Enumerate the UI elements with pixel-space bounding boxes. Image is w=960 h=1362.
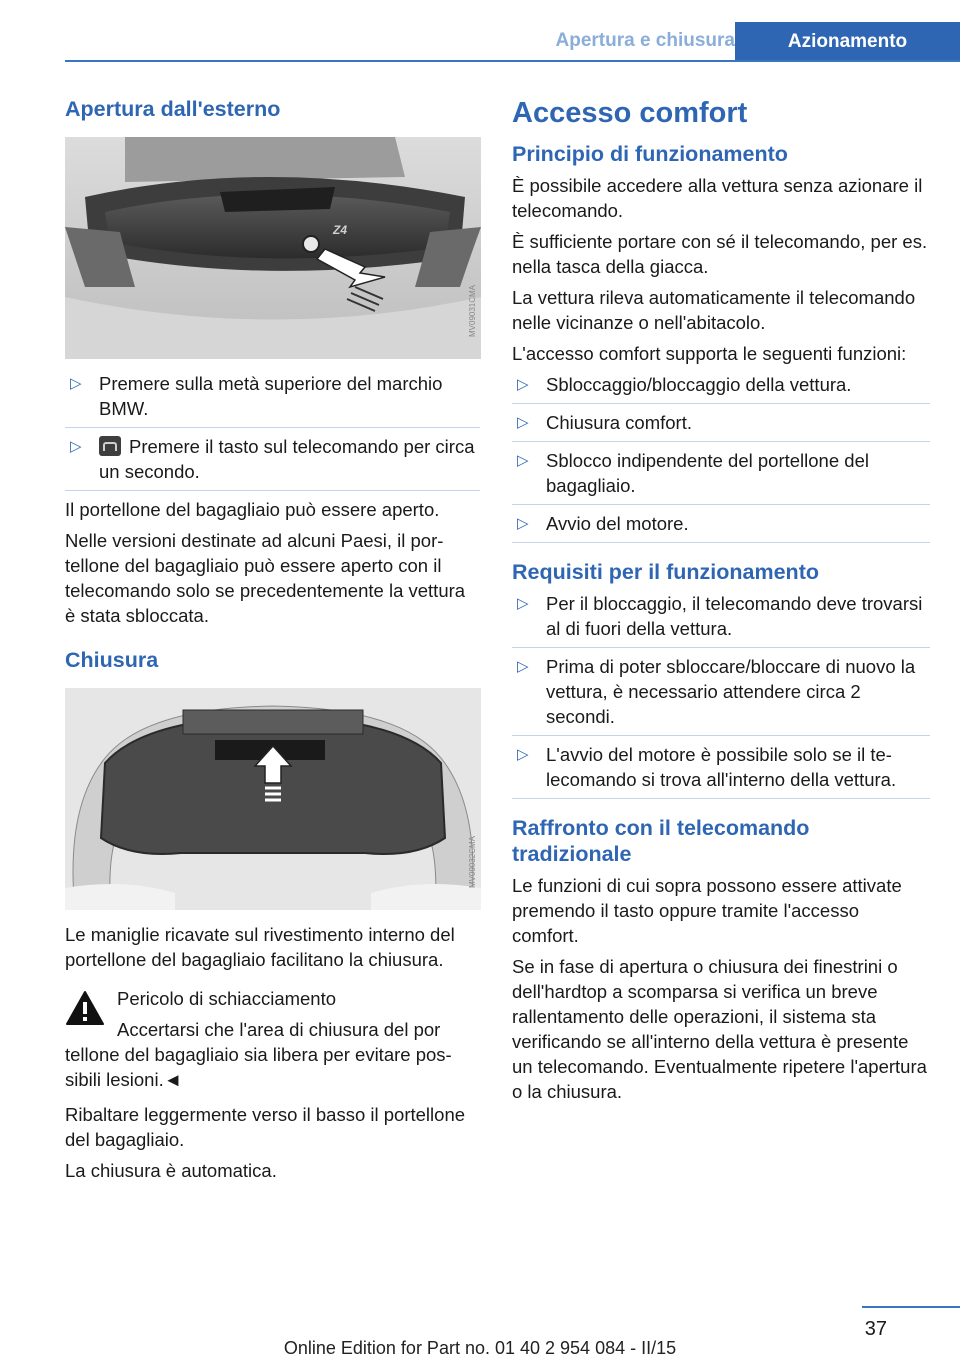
page-header: [65, 22, 960, 62]
heading-comparison: Raffronto con il telecomando tradizionale: [512, 816, 810, 866]
svg-text:Z4: Z4: [333, 223, 348, 237]
triangle-bullet-icon: ▷: [517, 595, 529, 612]
paragraph: Se in fase di apertura o chiusura dei finestrini o dell'hardtop a scomparsa si verifica un breve rallentamento delle operazioni, il sistema sta verificando se all'interno della vettura è presente un telecomando. Eventualmente ripetere l'apertura o la chiusura.: [512, 956, 927, 1102]
paragraph: Ribaltare leggermente verso il basso il portellone del bagagliaio.: [65, 1104, 466, 1150]
title-comfort-access: Accesso comfort: [512, 97, 748, 129]
paragraph: La chiusura è automatica.: [65, 1160, 277, 1181]
warning-box: [65, 986, 480, 1092]
paragraph: Le maniglie ricavate sul rivestimento interno del portellone del bagagliaio facilitano la chiusura.: [65, 924, 455, 970]
trunk-key-button-icon: [99, 436, 121, 456]
functions-list: [512, 372, 930, 543]
header-rule: [65, 60, 960, 62]
image-code-2: MV09032CMA: [468, 835, 477, 888]
heading-principle: Principio di funzionamento: [512, 142, 788, 166]
paragraph: La vettura rileva automaticamente il telecomando nelle vicinanze o nell'abitacolo.: [512, 287, 916, 333]
page-footer: [0, 1300, 960, 1360]
list-item: ▷ Premere il tasto sul telecomando per circa un secondo.: [65, 434, 480, 491]
warning-title: Pericolo di schiacciamento: [117, 988, 337, 1009]
opening-steps-list: [65, 371, 480, 491]
page-number: 37: [864, 1318, 887, 1340]
requirements-list: [512, 591, 930, 799]
paragraph: Nelle versioni destinate ad alcuni Paesi, il portellone del bagagliaio può essere aperto con il telecomando solo se precedentemente la vettura è stata sbloccata.: [65, 530, 466, 626]
list-item: ▷ Avvio del motore.: [512, 511, 930, 543]
triangle-bullet-icon: ▷: [517, 376, 529, 393]
header-chapter-tab: Azionamento: [735, 22, 960, 62]
list-item: ▷ Premere sulla metà superiore del marchio BMW.: [65, 371, 480, 428]
header-section-title: Apertura e chiusura: [555, 30, 735, 51]
list-item: ▷ Sblocco indipendente del portellone del bagagliaio.: [512, 448, 930, 505]
edition-note: Online Edition for Part no. 01 40 2 954 084 - II/15: [283, 1338, 677, 1358]
triangle-bullet-icon: ▷: [517, 515, 529, 532]
trunk-exterior-illustration: [65, 137, 481, 359]
warning-triangle-icon: [65, 990, 105, 1026]
warning-text-continued: tellone del bagagliaio sia libera per evitare possibili lesioni.◄: [65, 1044, 452, 1090]
image-code-1: MV09031CMA: [468, 284, 477, 337]
triangle-bullet-icon: ▷: [517, 414, 529, 431]
right-column: [512, 95, 930, 1110]
triangle-bullet-icon: ▷: [70, 438, 82, 455]
triangle-bullet-icon: ▷: [517, 658, 529, 675]
heading-closing: Chiusura: [65, 648, 159, 672]
triangle-bullet-icon: ▷: [70, 375, 82, 392]
left-column: [65, 95, 480, 1189]
paragraph: Il portellone del bagagliaio può essere aperto.: [65, 499, 440, 520]
trunk-interior-illustration: [65, 688, 481, 910]
heading-opening-outside: Apertura dall'esterno: [65, 97, 281, 121]
paragraph: Le funzioni di cui sopra possono essere attivate premendo il tasto oppure tramite l'accesso comfort.: [512, 875, 902, 946]
list-item: ▷ L'avvio del motore è possibile solo se il telecomando si trova all'interno della vettura.: [512, 742, 930, 799]
list-item: ▷ Prima di poter sbloccare/bloccare di nuovo la vettura, è necessario attendere circa 2 secondi.: [512, 654, 930, 736]
list-item: ▷ Sbloccaggio/bloccaggio della vettura.: [512, 372, 930, 404]
figure-trunk-interior: [65, 688, 480, 910]
list-item: ▷ Per il bloccaggio, il telecomando deve trovarsi al di fuori della vettura.: [512, 591, 930, 648]
paragraph: L'accesso comfort supporta le seguenti funzioni:: [512, 343, 907, 364]
warning-text: Accertarsi che l'area di chiusura del por: [117, 1019, 441, 1040]
paragraph: È possibile accedere alla vettura senza azionare il telecomando.: [512, 175, 923, 221]
list-item: ▷ Chiusura comfort.: [512, 410, 930, 442]
footer-rule: [862, 1306, 960, 1308]
triangle-bullet-icon: ▷: [517, 452, 529, 469]
triangle-bullet-icon: ▷: [517, 746, 529, 763]
heading-requirements: Requisiti per il funzionamento: [512, 560, 819, 584]
paragraph: È sufficiente portare con sé il telecomando, per es. nella tasca della giacca.: [512, 231, 928, 277]
figure-trunk-exterior: [65, 137, 480, 359]
